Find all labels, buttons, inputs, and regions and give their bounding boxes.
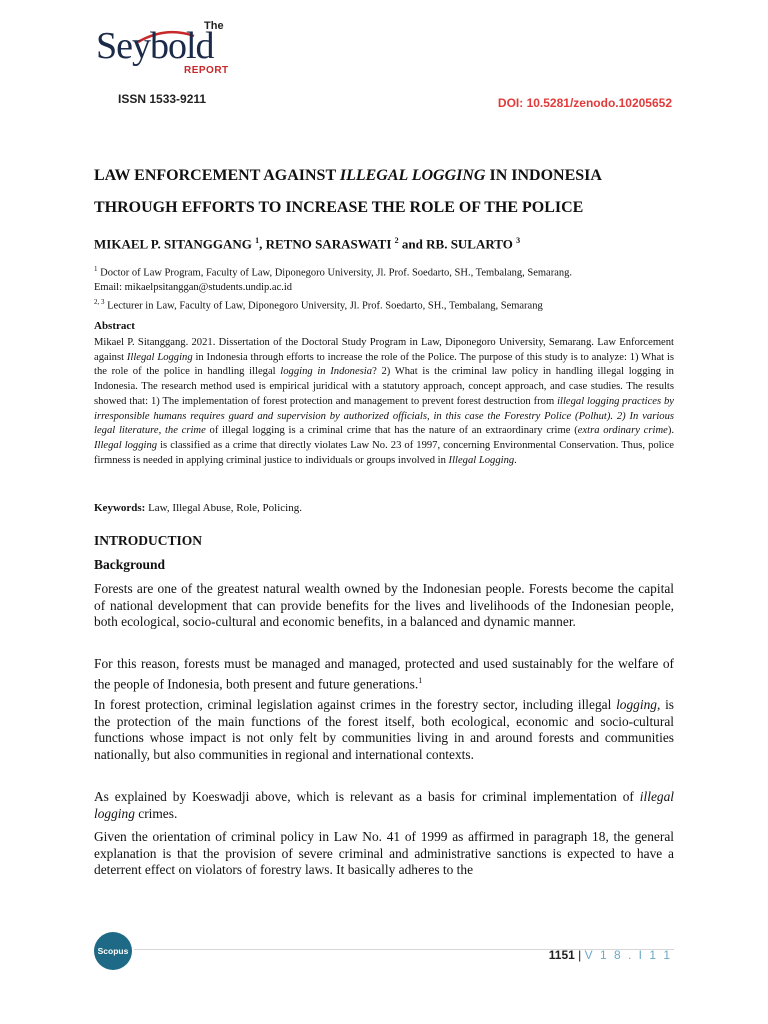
doi: DOI: 10.5281/zenodo.10205652	[497, 96, 672, 110]
keywords: Keywords: Law, Illegal Abuse, Role, Policing.	[94, 502, 302, 514]
paper-title: LAW ENFORCEMENT AGAINST ILLEGAL LOGGING IN INDONESIA THROUGH EFFORTS TO INCREASE THE ROLE OF THE POLICE	[94, 167, 602, 216]
footnote-ref: 1	[418, 675, 423, 685]
paragraph-3: In forest protection, criminal legislation against crimes in the forestry sector, including illegal logging, is the protection of the main functions of the forest itself, both ecological, economic and socio-cultural functions whose impact is not only felt by communities living in and around forests and communities nationally, but also communities in regional and international contexts.	[94, 697, 674, 762]
affiliation-1: $^1$ Doctor of Law Program, Faculty of Law, Diponegoro University, Jl. Prof. Soedarto, SH., Tembalang, Semarang.	[94, 265, 572, 279]
email: Email: mikaelpsitanggan@students.undip.ac.id	[94, 281, 293, 293]
paragraph-4: As explained by Koeswadji above, which is relevant as a basis for criminal implementation of illegal logging crimes.	[94, 789, 674, 821]
paragraph-2: For this reason, forests must be managed and managed, protected and used sustainably for the welfare of the people of Indonesia, both present and future generations.$^1$	[94, 656, 674, 692]
scopus-badge: Scopus	[94, 932, 132, 970]
logo-the: The	[204, 20, 224, 32]
seybold-logo	[96, 20, 236, 80]
page-number: 1151 | V 1 8 . I 1 1	[548, 948, 672, 962]
affiliations	[94, 262, 684, 313]
logo-seybold: Seybold	[96, 25, 214, 67]
paragraph-5: Given the orientation of criminal policy in Law No. 41 of 1999 as affirmed in paragraph 18, the general explanation is that the provision of severe criminal and administrative sanctions is expected to have a deterrent effect on violators of forestry laws. It basically adheres to the	[94, 829, 674, 878]
paragraph-1: Forests are one of the greatest natural wealth owned by the Indonesian people. Forests become the capital of national development that can provide benefits for the lives and livelihoods of the Indonesian people, both ecological, socio-cultural and economic benefits, in a balanced and dynamic manner.	[94, 581, 674, 630]
issn: ISSN 1533-9211	[118, 92, 207, 106]
abstract-heading: Abstract	[94, 320, 135, 332]
logo-report: REPORT	[184, 65, 229, 76]
section-heading-introduction: INTRODUCTION	[94, 533, 203, 548]
subsection-heading-background: Background	[94, 557, 166, 572]
authors: MIKAEL P. SITANGGANG $^1$, RETNO SARASWATI $^2$ and RB. SULARTO $^3$	[94, 236, 521, 252]
abstract-body: Mikael P. Sitanggang. 2021. Dissertation of the Doctoral Study Program in Law, Diponegoro University, Semarang. Law Enforcement against Illegal Logging in Indonesia through efforts to increase the role of the Police. The purpose of this study is to analyze: 1) What is the role of the police in handling illegal logging in Indonesia? 2) What is the criminal law policy in handling illegal logging in Indonesia. The research method used is empirical juridical with a statutory approach, concept approach, and case studies. The results showed that: 1) The implementation of forest protection and management to prevent forest destruction from illegal logging practices by irresponsible humans requires guard and supervision by authorized officials, in this case the Forestry Police (Polhut). 2) In various legal literature, the crime of illegal logging is a criminal crime that has the nature of an extraordinary crime (extra ordinary crime). Illegal logging is classified as a crime that directly violates Law No. 23 of 1997, concerning Environmental Conservation. Thus, police firmness is needed in applying criminal justice to individuals or groups involved in Illegal Logging.	[94, 337, 675, 466]
affiliation-2-3: $^{2, 3}$ Lecturer in Law, Faculty of Law, Diponegoro University, Jl. Prof. Soedarto, SH., Tembalang, Semarang	[94, 297, 543, 311]
